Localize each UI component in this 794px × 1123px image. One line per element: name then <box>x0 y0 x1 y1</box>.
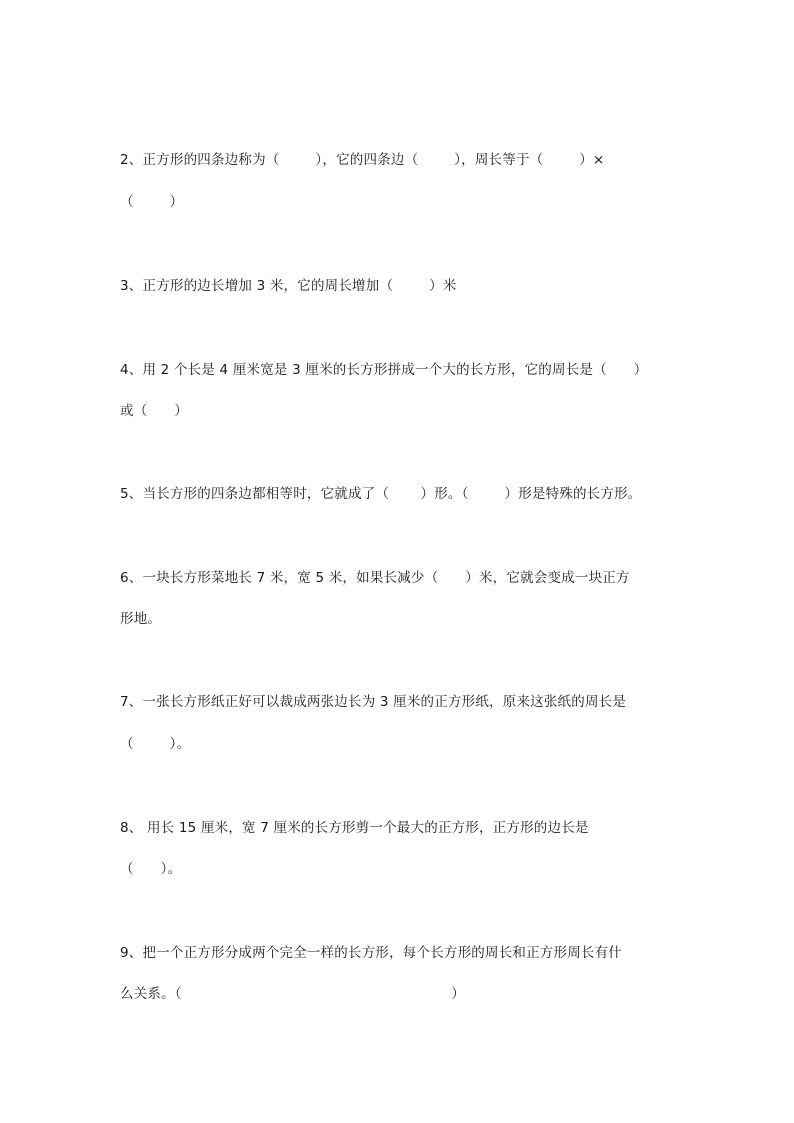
question-3-line-1: 3、正方形的边长增加 3 米，它的周长增加（ ）米 <box>120 278 457 294</box>
question-6-line-2: 形地。 <box>120 611 162 627</box>
question-2-line-1: 2、正方形的四条边称为（ ），它的四条边（ ），周长等于（ ）× <box>120 152 605 168</box>
question-9-line-1: 9、把一个正方形分成两个完全一样的长方形，每个长方形的周长和正方形周长有什 <box>120 945 622 961</box>
question-7-line-1: 7、一张长方形纸正好可以裁成两张边长为 3 厘米的正方形纸，原来这张纸的周长是 <box>120 694 627 710</box>
question-9-line-2: 么关系。（ ） <box>120 986 465 1002</box>
question-6-line-1: 6、一块长方形菜地长 7 米，宽 5 米，如果长减少（ ）米，它就会变成一块正方 <box>120 570 630 586</box>
question-8-line-2: （ ）。 <box>120 861 182 877</box>
question-5-line-1: 5、当长方形的四条边都相等时，它就成了（ ）形。（ ）形是特殊的长方形。 <box>120 486 642 502</box>
question-7-line-2: （ ）。 <box>120 736 191 752</box>
question-4-line-1: 4、用 2 个长是 4 厘米宽是 3 厘米的长方形拼成一个大的长方形，它的周长是（ ） <box>120 362 648 378</box>
question-4-line-2: 或（ ） <box>120 403 189 419</box>
question-8-line-1: 8、 用长 15 厘米，宽 7 厘米的长方形剪一个最大的正方形，正方形的边长是 <box>120 820 589 836</box>
question-2-line-2: （ ） <box>120 194 184 210</box>
